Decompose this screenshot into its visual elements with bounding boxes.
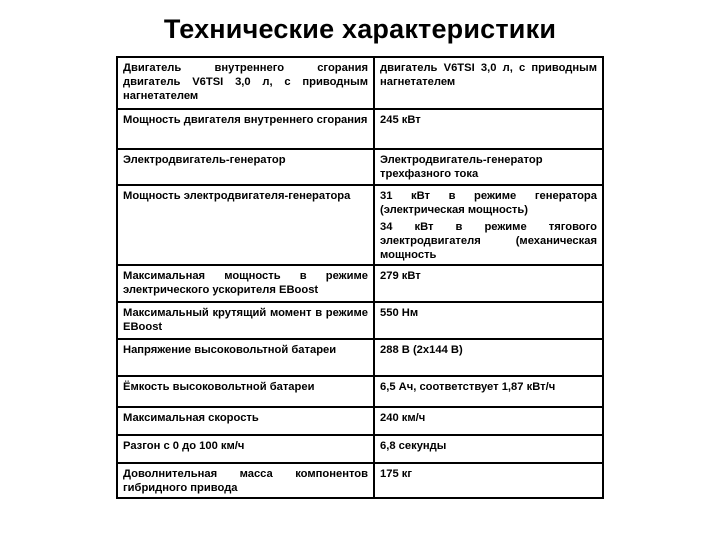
table-row [117, 185, 603, 265]
table-row [117, 302, 603, 339]
table-row [117, 57, 603, 109]
row-label: Разгон с 0 до 100 км/ч [117, 435, 374, 463]
row-label: Мощность двигателя внутреннего сгорания [117, 109, 374, 149]
row-value: двигатель V6TSI 3,0 л, с приводным нагнетателем [374, 57, 603, 109]
row-label: Двигатель внутреннего сгорания двигатель V6TSI 3,0 л, с приводным нагнетателем [117, 57, 374, 109]
row-label: Ёмкость высоковольтной батареи [117, 376, 374, 407]
row-value: 31 кВт в режиме генератора (электрическая мощность) 34 кВт в режиме тягового электродвигателя (механическая мощность [374, 185, 603, 265]
table-row [117, 463, 603, 498]
row-value: 6,8 секунды [374, 435, 603, 463]
row-value: 550 Нм [374, 302, 603, 339]
table-row [117, 149, 603, 185]
row-label: Электродвигатель-генератор [117, 149, 374, 185]
slide-title: Технические характеристики [163, 14, 557, 44]
row-label: Мощность электродвигателя-генератора [117, 185, 374, 265]
row-value: 240 км/ч [374, 407, 603, 435]
table-row [117, 407, 603, 435]
table-row [117, 265, 603, 302]
row-label: Максимальная скорость [117, 407, 374, 435]
row-label: Максимальная мощность в режиме электрического ускорителя EBoost [117, 265, 374, 302]
row-value: 245 кВт [374, 109, 603, 149]
row-value: 6,5 Ач, соответствует 1,87 кВт/ч [374, 376, 603, 407]
row-label: Максимальный крутящий момент в режиме EBoost [117, 302, 374, 339]
table-row [117, 109, 603, 149]
spec-table [116, 56, 604, 499]
table-row [117, 435, 603, 463]
table-row [117, 376, 603, 407]
row-value: 288 В (2х144 В) [374, 339, 603, 376]
row-value: 279 кВт [374, 265, 603, 302]
row-label: Доволнительная масса компонентов гибридного привода [117, 463, 374, 498]
table-row [117, 339, 603, 376]
row-value: 175 кг [374, 463, 603, 498]
row-value: Электродвигатель-генератор трехфазного тока [374, 149, 603, 185]
row-label: Напряжение высоковольтной батареи [117, 339, 374, 376]
